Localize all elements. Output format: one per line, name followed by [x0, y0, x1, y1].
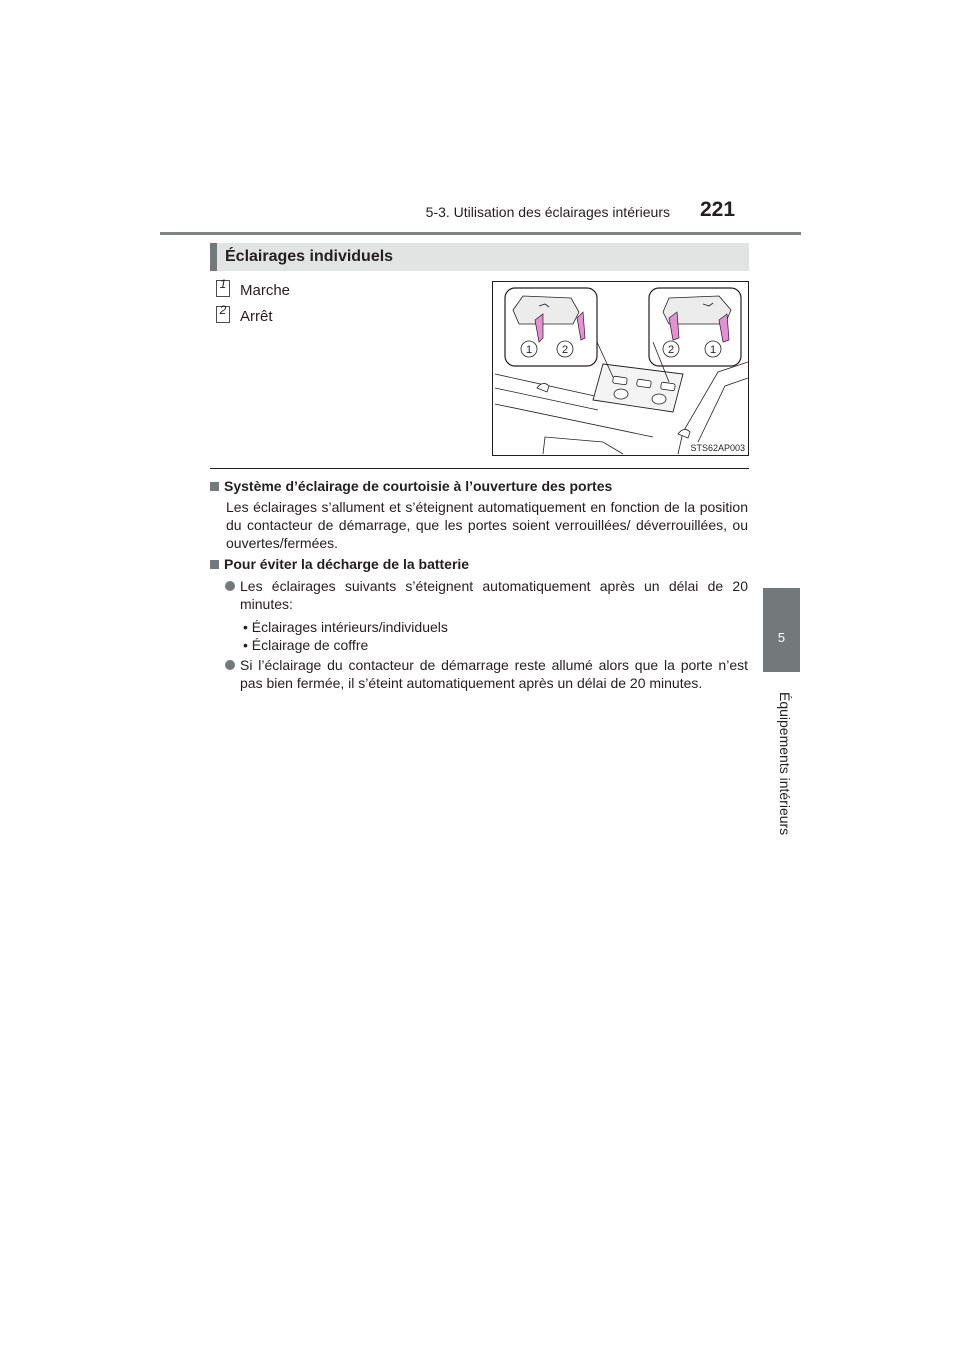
chapter-number: 5 — [777, 630, 786, 645]
sub-list-item: • Éclairage de coffre — [243, 637, 369, 653]
section-header — [210, 243, 749, 271]
running-header: 5-3. Utilisation des éclairages intérieurs — [425, 204, 670, 220]
section-title: Éclairages individuels — [225, 248, 394, 265]
note-heading — [210, 478, 612, 494]
callout-item — [216, 278, 290, 299]
callout-label: Arrêt — [240, 308, 273, 325]
note-heading — [210, 556, 469, 572]
section-divider — [210, 468, 749, 469]
illustration-label: 2 — [667, 344, 675, 356]
callout-item — [216, 304, 273, 325]
square-bullet-icon — [210, 482, 219, 491]
callout-label: Marche — [240, 282, 291, 299]
overhead-console-drawing — [493, 282, 748, 455]
figure-id: STS62AP003 — [690, 443, 745, 453]
illustration-label: 2 — [561, 344, 569, 356]
sub-list-item: • Éclairages intérieurs/individuels — [243, 619, 448, 635]
note-heading-text: Système d’éclairage de courtoisie à l’ouverture des portes — [224, 478, 613, 494]
illustration-label: 1 — [525, 344, 533, 356]
chapter-tab — [763, 588, 800, 672]
note-heading-text: Pour éviter la décharge de la batterie — [224, 556, 470, 572]
bullet-text: Si l’éclairage du contacteur de démarrage reste allumé alors que la porte n’est pas bien fermée, il s’éteint automatiquement après un délai de 20 minutes. — [240, 657, 748, 691]
chapter-label: Équipements intérieurs — [777, 692, 793, 836]
bullet-text: Les éclairages suivants s’éteignent automatiquement après un délai de 20 minutes: — [240, 578, 748, 612]
square-bullet-icon — [210, 560, 219, 569]
callout-number: 2 — [219, 303, 227, 317]
round-bullet-icon — [225, 581, 235, 591]
individual-lights-illustration — [492, 281, 749, 456]
page-number: 221 — [700, 198, 736, 221]
illustration-label: 1 — [709, 344, 717, 356]
note-paragraph: Les éclairages s’allument et s’éteignent automatiquement en fonction de la position du contacteur de démarrage, que les portes soient verrouillées/ déverrouillées, ou ouvertes/fermées. — [226, 499, 748, 551]
round-bullet-icon — [225, 660, 235, 670]
section-accent — [210, 243, 217, 271]
header-rule — [160, 232, 801, 235]
callout-number: 1 — [219, 277, 227, 291]
